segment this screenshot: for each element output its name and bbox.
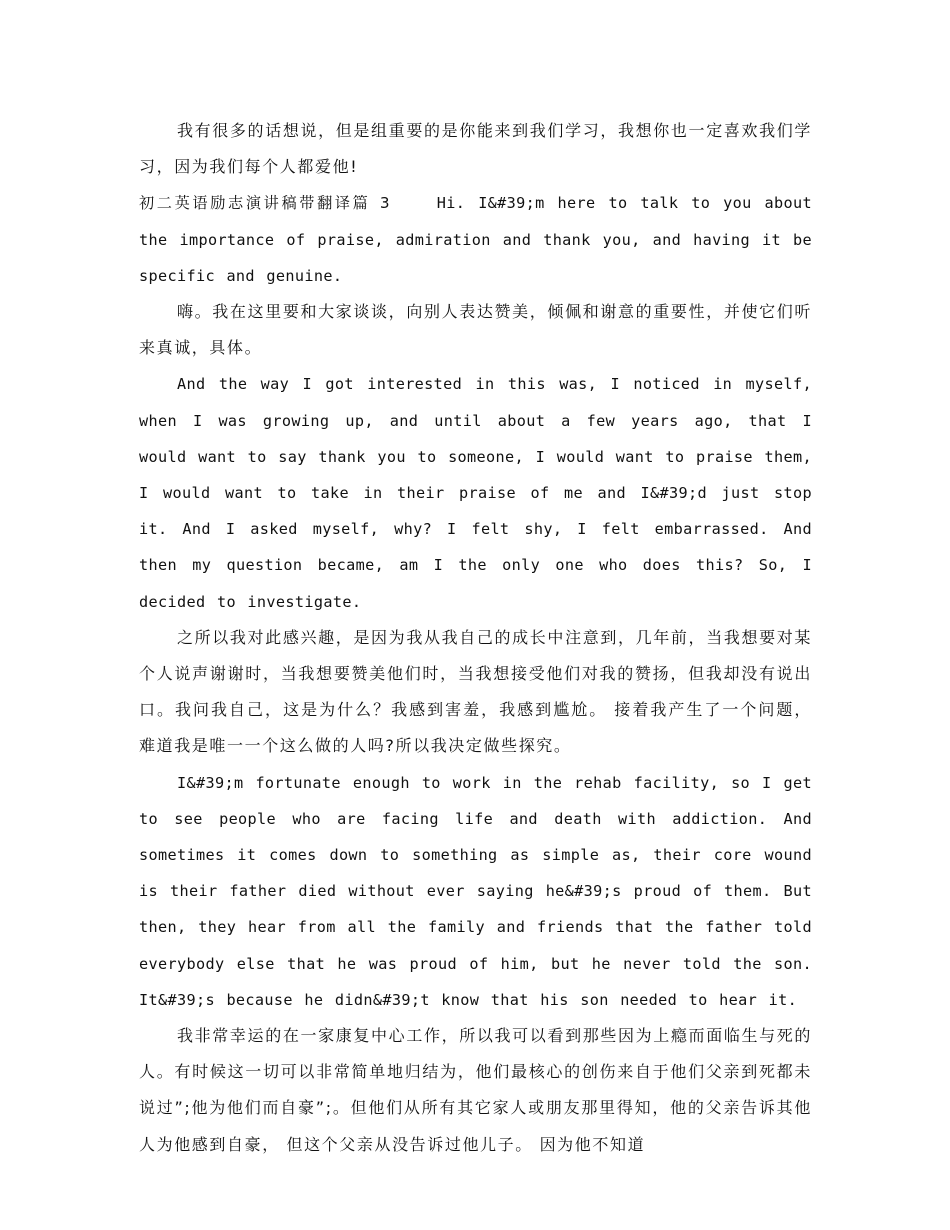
document-page: [139, 113, 812, 1163]
section-heading: 初二英语励志演讲稿带翻译篇 3: [139, 194, 391, 213]
paragraph-english-1: Hi. I&#39;m here to talk to you about the importance of praise, admiration and thank you, and having it be specific and genuine.: [139, 194, 812, 285]
paragraph-english-2: And the way I got interested in this was, I noticed in myself, when I was growing up, and until about a few years ago, that I would want to say thank you to someone, I would want to praise them, I would want to take in their praise of me and I&#39;d just stop it. And I asked myself, why? I felt shy, I felt embarrassed. And then my question became, am I the only one who does this? So, I decided to investigate.: [139, 375, 812, 611]
paragraph-heading-english: [139, 185, 812, 294]
paragraph-chinese-2: 嗨。我在这里要和大家谈谈，向别人表达赞美，倾佩和谢意的重要性，并使它们听来真诚，具体。: [139, 302, 812, 358]
paragraph-chinese-1: 我有很多的话想说，但是组重要的是你能来到我们学习，我想你也一定喜欢我们学习，因为我们每个人都爱他!: [139, 121, 812, 177]
paragraph-chinese-3: 之所以我对此感兴趣，是因为我从我自己的成长中注意到，几年前，当我想要对某个人说声谢谢时，当我想要赞美他们时，当我想接受他们对我的赞扬，但我却没有说出口。我问我自己，这是为什么？我感到害羞，我感到尴尬。 接着我产生了一个问题，难道我是唯一一个这么做的人吗?所以我决定做些探究。: [139, 627, 812, 756]
paragraph-chinese-4: 我非常幸运的在一家康复中心工作，所以我可以看到那些因为上瘾而面临生与死的人。有时候这一切可以非常简单地归结为，他们最核心的创伤来自于他们父亲到死都未说过”;他为他们而自豪”;。但他们从所有其它家人或朋友那里得知，他的父亲告诉其他人为他感到自豪， 但这个父亲从没告诉过他儿子。 因为他不知道: [139, 1026, 812, 1154]
paragraph-english-3: I&#39;m fortunate enough to work in the rehab facility, so I get to see people who are facing life and death with addiction. And sometimes it comes down to something as simple as, their core wound is their father died without ever saying he&#39;s proud of them. But then, they hear from all the family and friends that the father told everybody else that he was proud of him, but he never told the son. It&#39;s because he didn&#39;t know that his son needed to hear it.: [139, 773, 812, 1009]
